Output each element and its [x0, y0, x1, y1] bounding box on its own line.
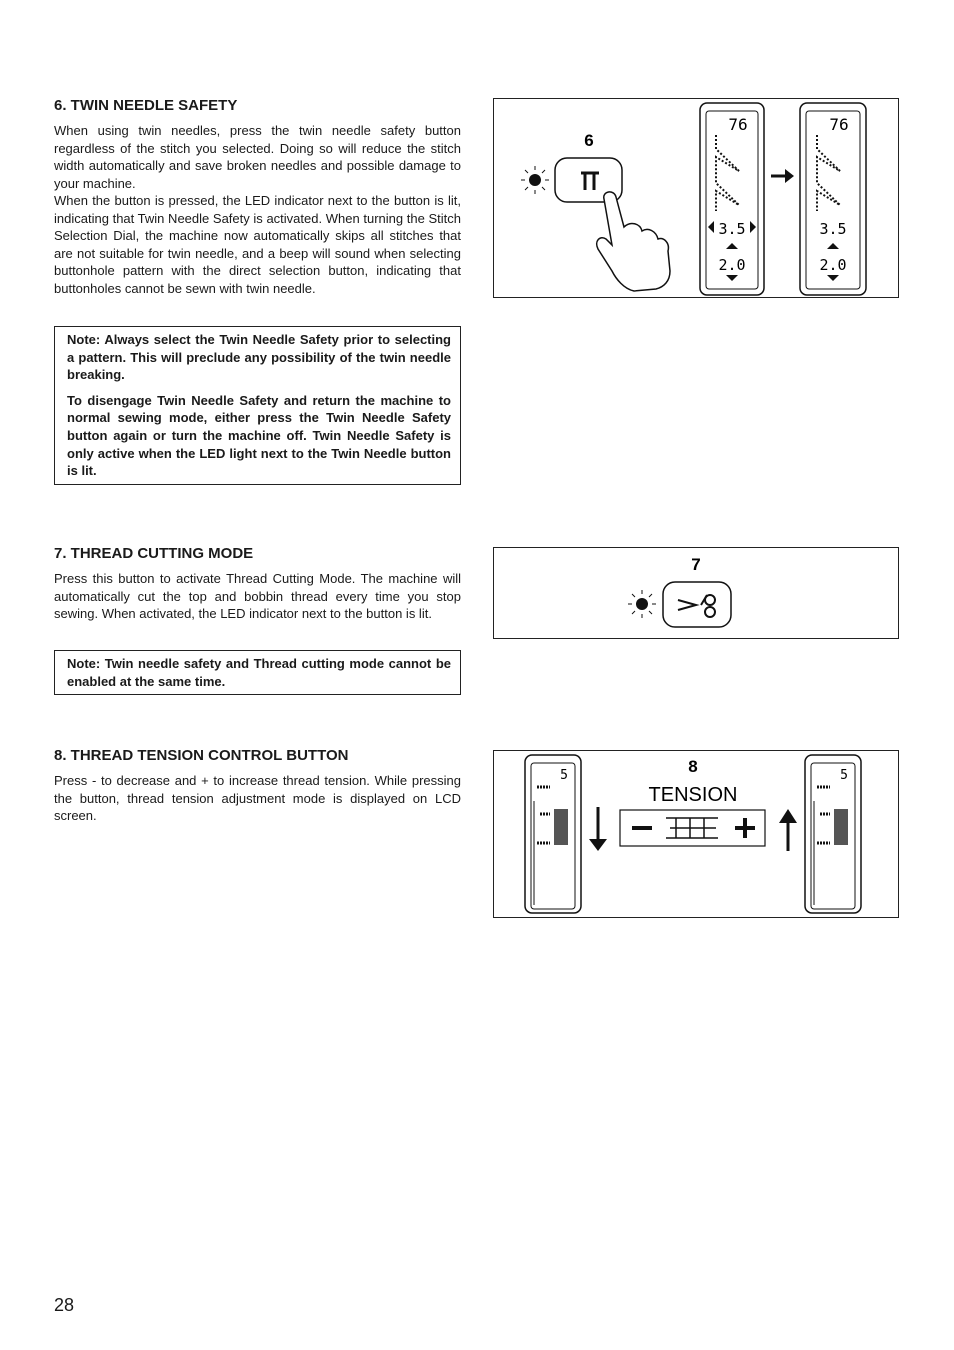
page-number: 28 — [54, 1295, 75, 1315]
figure-label: 7 — [691, 555, 701, 574]
lcd-value: 5 — [560, 768, 568, 783]
arrow-right-icon — [771, 169, 794, 183]
lcd-width: 3.5 — [819, 220, 847, 238]
note-box — [54, 326, 461, 485]
figure-label: 6 — [584, 131, 594, 150]
figure-twin-needle — [493, 98, 899, 298]
arrow-up-icon — [779, 809, 797, 851]
lcd-width: 3.5 — [718, 220, 746, 238]
figure-thread-cutting — [493, 547, 899, 639]
note-text: Note: Always select the Twin Needle Safety prior to selecting a pattern. This will preclude any possibility of the twin needle breaking. — [67, 332, 451, 383]
note-text: Note: Twin needle safety and Thread cutting mode cannot be enabled at the same time. — [67, 656, 451, 689]
paragraph: Press this button to activate Thread Cutting Mode. The machine will automatically cut the top and bobbin thread every time you stop sewing. When activated, the LED indicator next to the button is lit. — [54, 571, 461, 622]
lcd-length: 2.0 — [718, 256, 746, 274]
lcd-display-before — [700, 103, 764, 295]
arrow-down-icon — [589, 807, 607, 851]
note-box — [54, 650, 461, 695]
lcd-length: 2.0 — [819, 256, 847, 274]
section-title-twin-needle: 6. TWIN NEEDLE SAFETY — [54, 97, 238, 114]
led-icon — [521, 166, 549, 194]
note-text: To disengage Twin Needle Safety and return the machine to normal sewing mode, either press the Twin Needle Safety button again or turn the machine off. Twin Needle Safety is only active when the LED light next to the Twin Needle button is lit. — [67, 392, 451, 479]
lcd-display-left — [525, 755, 581, 913]
lcd-pattern-number: 76 — [829, 115, 849, 134]
paragraph: Press - to decrease and + to increase thread tension. While pressing the button, thread tension adjustment mode is displayed on LCD screen. — [54, 773, 461, 824]
paragraph: When the button is pressed, the LED indicator next to the button is lit, indicating that Twin Needle Safety is activated. When turning the Stitch Selection Dial, the machine now automatically skips all stitches that are not suitable for twin needle, and a beep will sound when selecting buttonhole pattern with the direct selection button, indicating that buttonholes cannot be sewn with twin needle. — [54, 193, 461, 296]
figure-tension — [493, 750, 899, 918]
lcd-display-right — [805, 755, 861, 913]
lcd-pattern-number: 76 — [728, 115, 748, 134]
section-title-tension: 8. THREAD TENSION CONTROL BUTTON — [54, 747, 349, 764]
figure-label: 8 — [688, 757, 698, 776]
lcd-value: 5 — [840, 768, 848, 783]
paragraph: When using twin needles, press the twin needle safety button regardless of the stitch you selected. Doing so will reduce the stitch width automatically and save broken needles and possible damage to your machine. — [54, 123, 461, 191]
hand-icon — [597, 192, 670, 291]
lcd-display-after — [800, 103, 866, 295]
led-icon — [628, 590, 656, 618]
tension-caption: TENSION — [648, 784, 738, 806]
section-title-thread-cutting: 7. THREAD CUTTING MODE — [54, 545, 254, 562]
